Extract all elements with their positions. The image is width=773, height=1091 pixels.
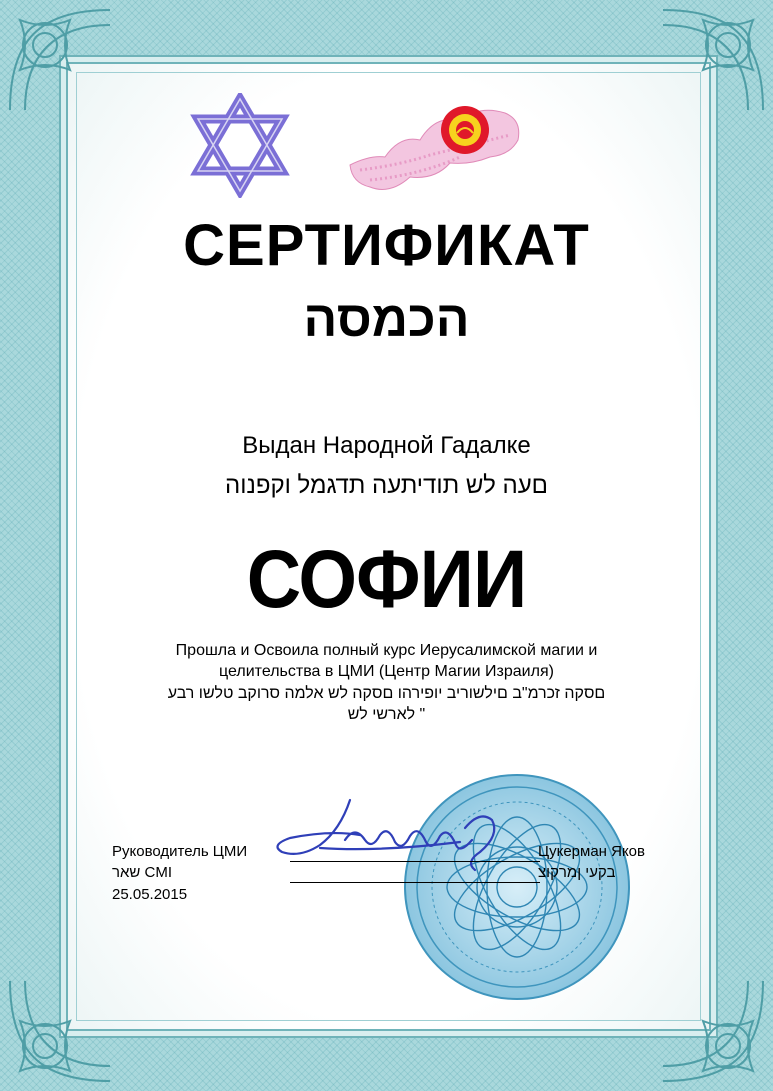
signer-name-he: בקעי ןמרקוצ: [538, 864, 616, 881]
description-ru-line: Прошла и Освоила полный курс Иерусалимской магии и: [175, 642, 598, 659]
star-of-david-icon: [190, 93, 290, 198]
corner-ornament: [0, 0, 120, 120]
recipient-name: СОФИИ: [246, 534, 527, 625]
issued-to-he: םעה לש תודיתעה תדגמל וקפנוה: [225, 472, 548, 499]
signature-line: [290, 882, 540, 883]
certificate-title-he: הכמסה: [303, 291, 470, 347]
corner-ornament: [653, 971, 773, 1091]
description-he-line: " לארשי לש: [347, 706, 426, 723]
signature-icon: [260, 790, 530, 880]
description-he: [100, 683, 673, 725]
issue-date: 25.05.2015: [112, 886, 188, 903]
description-ru: [0, 640, 773, 682]
issued-to-ru: Выдан Народной Гадалке: [242, 432, 531, 459]
corner-ornament: [653, 0, 773, 120]
description-ru-line: целительства в ЦМИ (Центр Магии Израиля): [219, 663, 554, 680]
kyrgyzstan-flag-map-icon: [340, 95, 525, 200]
signer-name-ru: Цукерман Яков: [538, 843, 645, 860]
signer-role-he: שאר CMI: [112, 864, 173, 881]
corner-ornament: [0, 971, 120, 1091]
signature-line: [290, 861, 540, 862]
signer-role-ru: Руководитель ЦМИ: [112, 843, 248, 860]
description-he-line: םסקה זכרמ"ב םילשוריב יופירהו םסקה לש אלמה סרוקב טלשו רבע: [167, 685, 606, 702]
certificate-title-ru: СЕРТИФИКАТ: [183, 213, 590, 278]
